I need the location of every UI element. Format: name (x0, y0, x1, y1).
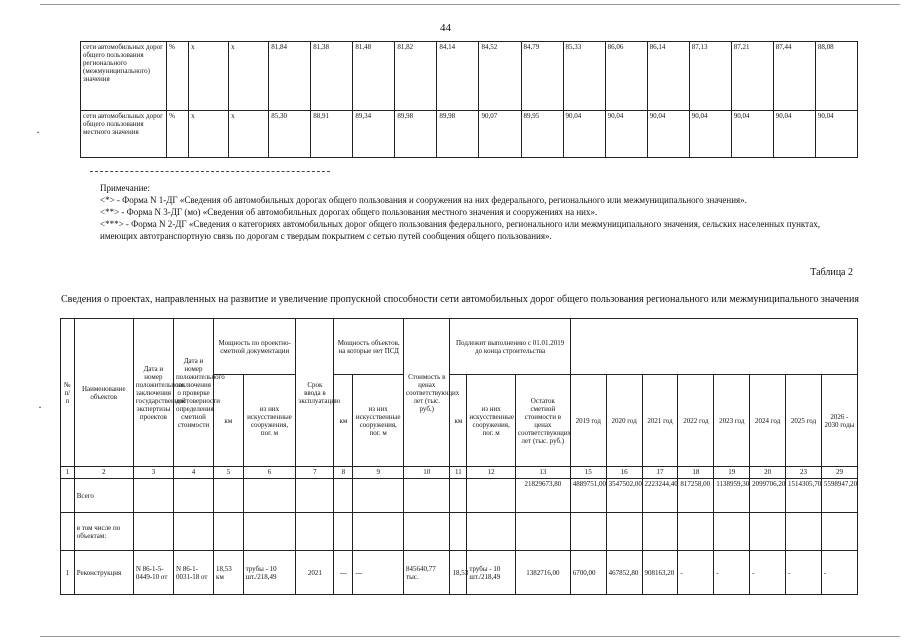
col-number: 15 (570, 467, 606, 479)
row-art: трубы - 10 шт./218,49 (243, 551, 296, 595)
col4: х (229, 111, 269, 158)
table-row (81, 42, 858, 111)
header-km: км (334, 375, 353, 467)
value-cell: 81,38 (311, 42, 353, 111)
including-label: в том числе по объектам: (74, 513, 133, 551)
row-year-value: 908163,20 (642, 551, 678, 595)
notes-title: Примечание: (100, 183, 150, 193)
column-number-row (61, 467, 858, 479)
col3: х (189, 42, 229, 111)
header-power-psd: Мощность по проектно-сметной документации (214, 319, 296, 375)
value-cell: 90,04 (647, 111, 689, 158)
header-term: Срок ввода в эксплуатацию (296, 319, 334, 467)
row-year-value: - (821, 551, 857, 595)
col-number: 6 (243, 467, 296, 479)
notes-block (60, 182, 850, 242)
col-number: 17 (642, 467, 678, 479)
total-year-value: 4889751,00 (570, 479, 606, 513)
value-cell: 88,91 (311, 111, 353, 158)
header-years-group (570, 319, 857, 375)
header-year: 2020 год (606, 375, 642, 467)
col4: х (229, 42, 269, 111)
value-cell: 86,06 (605, 42, 647, 111)
value-cell: 89,98 (437, 111, 479, 158)
col-number: 9 (353, 467, 404, 479)
col-number: 12 (467, 467, 516, 479)
note-2: <**> - Форма N 3-ДГ (мо) «Сведения об автомобильных дорогах общего пользования местного значения и сооружениях на них». (100, 207, 598, 217)
col-number: 2 (74, 467, 133, 479)
header-year: 2021 год (642, 375, 678, 467)
indicator-name: сети автомобильных дорог общего пользования регионального (межмуниципального) значения (81, 42, 167, 111)
value-cell: 85,33 (563, 42, 605, 111)
header-power-nopsd: Мощность объектов, на которые нет ПСД (334, 319, 404, 375)
row-cost: 845640,77 тыс. (404, 551, 450, 595)
value-cell: 84,79 (521, 42, 563, 111)
value-cell: 90,07 (479, 111, 521, 158)
col-number: 11 (450, 467, 467, 479)
header-row (61, 319, 858, 375)
col-number: 1 (61, 467, 75, 479)
header-remain: Остаток сметной стоимости в ценах соответствующих лет (тыс. руб.) (515, 375, 570, 467)
value-cell: 84,14 (437, 42, 479, 111)
row-art2: --- (353, 551, 404, 595)
col-number: 18 (678, 467, 714, 479)
col-number: 7 (296, 467, 334, 479)
row-art3: трубы - 10 шт./218,49 (467, 551, 516, 595)
value-cell: 87,44 (773, 42, 815, 111)
value-cell: 84,52 (479, 42, 521, 111)
scan-mark: · (38, 400, 42, 414)
col3: х (189, 111, 229, 158)
header-date-check: Дата и номер положительного заключения о проверке достоверности определения сметной стоимости (173, 319, 213, 467)
col-number: 4 (173, 467, 213, 479)
row-date-check: N 86-1-0031-18 от (173, 551, 213, 595)
row-year-value: - (714, 551, 750, 595)
header-date-state: Дата и номер положительного заключения государственной экспертизы проектов (133, 319, 173, 467)
note-1: <*> - Форма N 1-ДГ «Сведения об автомобильных дорогах общего пользования и сооружения на них федерального, регионального или межмуниципального значения». (100, 195, 747, 205)
total-year-value: 2223244,40 (642, 479, 678, 513)
col-number: 23 (786, 467, 822, 479)
table-caption: Сведения о проектах, направленных на развитие и увеличение пропускной способности сети автомобильных дорог общего пользования регионального или межмуниципального значения (61, 294, 859, 305)
value-cell: 81,84 (269, 42, 311, 111)
header-art: из них искусственные сооружения, пог. м (353, 375, 404, 467)
header-art: из них искусственные сооружения, пог. м (467, 375, 516, 467)
value-cell: 81,48 (353, 42, 395, 111)
header-art: из них искусственные сооружения, пог. м (243, 375, 296, 467)
row-year-value: - (750, 551, 786, 595)
col-number: 19 (714, 467, 750, 479)
header-year: 2025 год (786, 375, 822, 467)
value-cell: 86,14 (647, 42, 689, 111)
total-year-value: 817258,00 (678, 479, 714, 513)
value-cell: 89,95 (521, 111, 563, 158)
header-km: км (214, 375, 244, 467)
row-num: 1 (61, 551, 75, 595)
total-year-value: 2099706,20 (750, 479, 786, 513)
total-label: Всего (74, 479, 133, 513)
table-label: Таблица 2 (810, 267, 853, 278)
row-date-state: N 86-1-5-0449-10 от (133, 551, 173, 595)
scan-edge-top (40, 4, 900, 5)
value-cell: 89,34 (353, 111, 395, 158)
header-year: 2022 год (678, 375, 714, 467)
note-3: <***> - Форма N 2-ДГ «Сведения о категориях автомобильных дорог общего пользования федерального, регионального или межмуниципального значения, сельских населенных пунктах, имеющих автотранспортную связь по дорогам с твердым покрытием с сетью путей сообщения общего пользования». (100, 219, 820, 241)
header-name: Наименование объектов (74, 319, 133, 467)
footnote-divider (90, 171, 330, 172)
value-cell: 90,04 (815, 111, 857, 158)
header-year: 2023 год (714, 375, 750, 467)
projects-table (60, 318, 858, 595)
col-number: 13 (515, 467, 570, 479)
total-year-value: 1138959,30 (714, 479, 750, 513)
header-year: 2024 год (750, 375, 786, 467)
total-year-value: 1514305,70 (786, 479, 822, 513)
row-km: 18,53 км (214, 551, 244, 595)
row-km2: --- (334, 551, 353, 595)
col-number: 10 (404, 467, 450, 479)
row-name: Реконструкция (74, 551, 133, 595)
scan-edge-bottom (40, 636, 900, 637)
table-row (61, 551, 858, 595)
unit: % (167, 42, 189, 111)
row-year-value: - (678, 551, 714, 595)
col-number: 16 (606, 467, 642, 479)
col-number: 29 (821, 467, 857, 479)
value-cell: 87,21 (731, 42, 773, 111)
total-row (61, 479, 858, 513)
row-km3: 18,53 (450, 551, 467, 595)
header-year: 2026 - 2030 годы (821, 375, 857, 467)
value-cell: 87,13 (689, 42, 731, 111)
value-cell: 85,30 (269, 111, 311, 158)
value-cell: 88,08 (815, 42, 857, 111)
including-row (61, 513, 858, 551)
value-cell: 90,04 (731, 111, 773, 158)
col-number: 8 (334, 467, 353, 479)
col-number: 5 (214, 467, 244, 479)
value-cell: 89,98 (395, 111, 437, 158)
unit: % (167, 111, 189, 158)
header-num: № п/ п (61, 319, 75, 467)
header-todo: Подлежит выполнению с 01.01.2019 до конца строительства (450, 319, 570, 375)
row-year-value: 467852,80 (606, 551, 642, 595)
value-cell: 90,04 (605, 111, 647, 158)
indicators-table (80, 41, 858, 158)
header-year: 2019 год (570, 375, 606, 467)
total-year-value: 3547502,00 (606, 479, 642, 513)
col-number: 3 (133, 467, 173, 479)
col-number: 20 (750, 467, 786, 479)
value-cell: 81,82 (395, 42, 437, 111)
header-cost: Стоимость в ценах соответствующих лет (тыс. руб.) (404, 319, 450, 467)
table-row (81, 111, 858, 158)
header-km: км (450, 375, 467, 467)
row-remain: 1382716,00 (515, 551, 570, 595)
scan-mark: · (36, 125, 40, 139)
total-year-value: 5598947,20 (821, 479, 857, 513)
row-year-value: - (786, 551, 822, 595)
total-remain: 21829673,80 (515, 479, 570, 513)
row-year-value: 6700,00 (570, 551, 606, 595)
page-number: 44 (440, 22, 451, 34)
value-cell: 90,04 (689, 111, 731, 158)
value-cell: 90,04 (563, 111, 605, 158)
value-cell: 90,04 (773, 111, 815, 158)
row-term: 2021 (296, 551, 334, 595)
indicator-name: сети автомобильных дорог общего пользования местного значения (81, 111, 167, 158)
